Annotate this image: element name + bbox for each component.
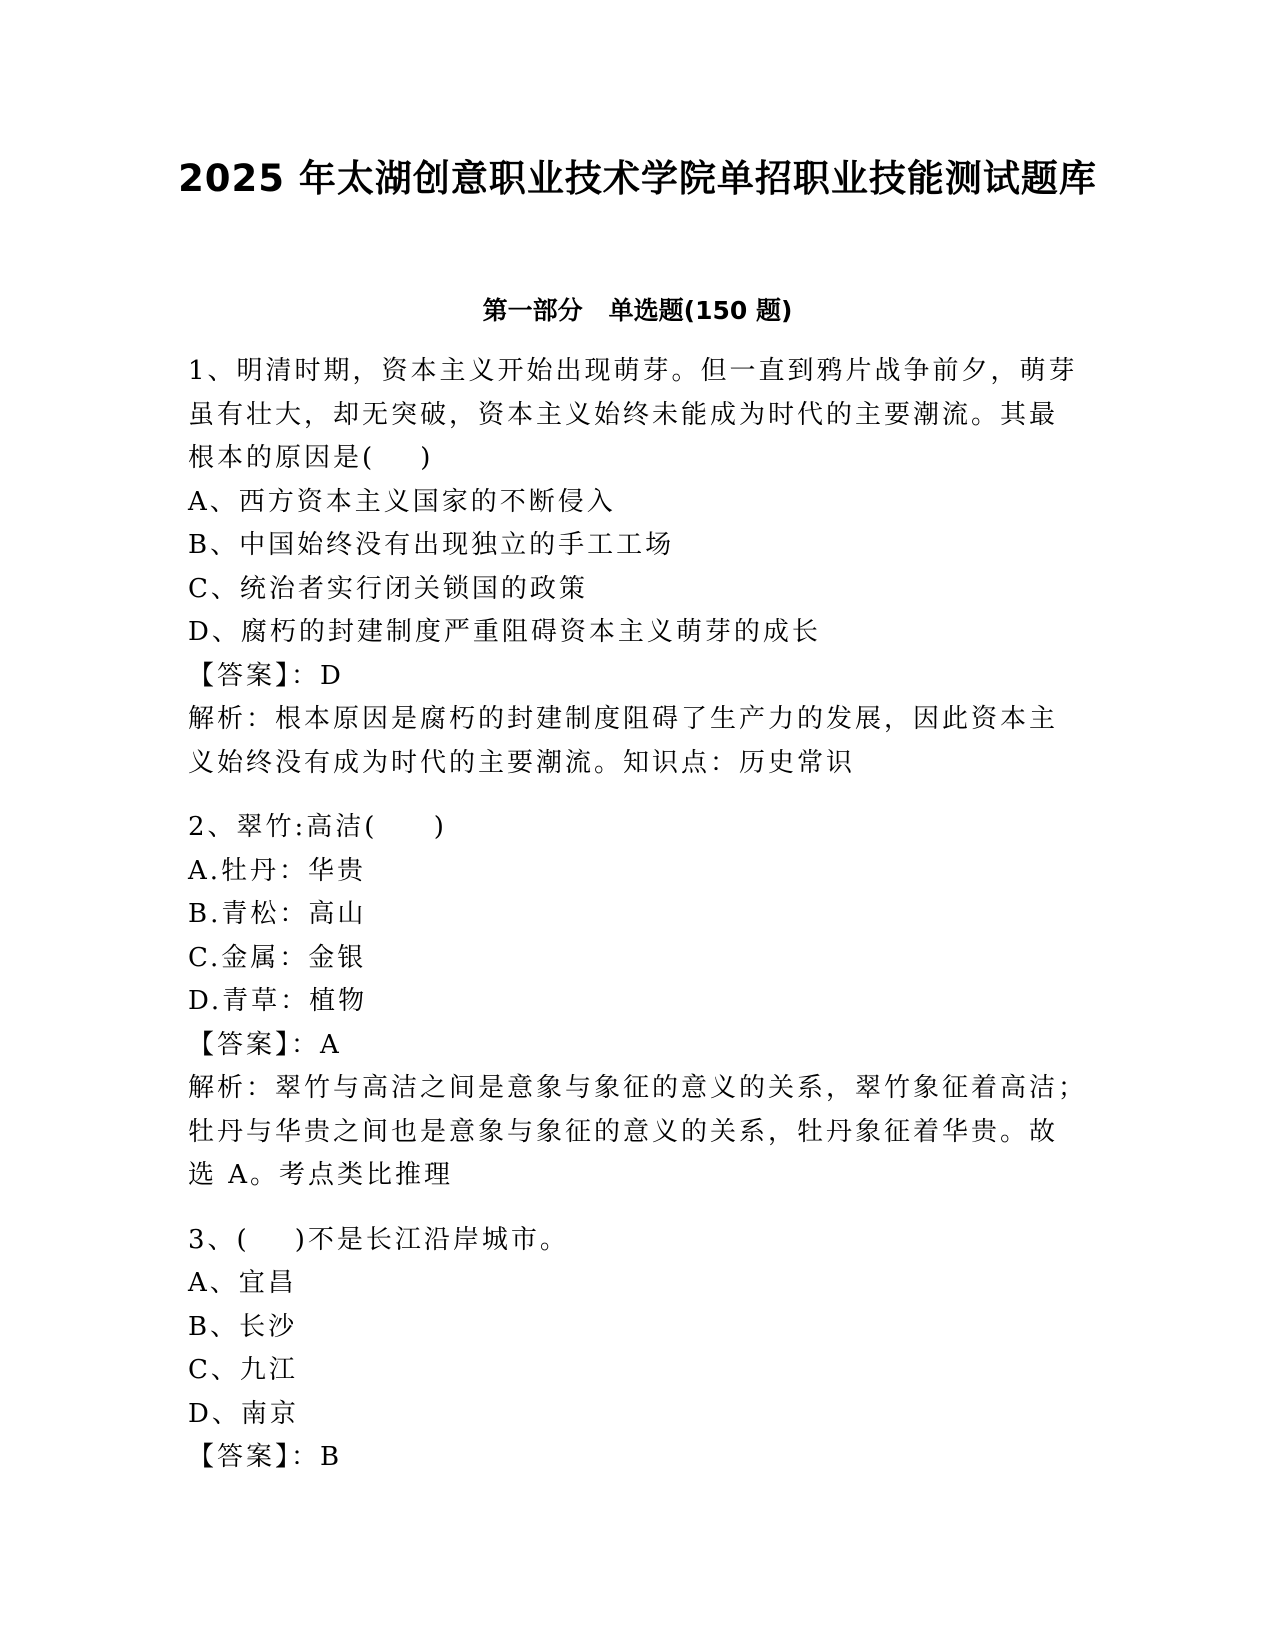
question-option: C、九江 bbox=[188, 1355, 298, 1385]
question-option: B、长沙 bbox=[188, 1311, 298, 1342]
question-option: C、统治者实行闭关锁国的政策 bbox=[188, 573, 588, 604]
document-title: 2025 年太湖创意职业技术学院单招职业技能测试题库 bbox=[178, 157, 1097, 200]
question-option: B、中国始终没有出现独立的手工工场 bbox=[188, 530, 675, 560]
question-spacer bbox=[188, 1198, 1088, 1219]
question-stem-line: 根本的原因是( ) bbox=[188, 443, 434, 473]
question-stem-line: 2、翠竹:高洁( ) bbox=[188, 812, 447, 842]
question-option: B.青松：高山 bbox=[188, 899, 367, 929]
answer-line: 【答案】：B bbox=[188, 1442, 343, 1472]
question-option: D.青草：植物 bbox=[188, 986, 368, 1016]
section-heading: 第一部分 单选题(150 题) bbox=[482, 296, 793, 325]
question-option: A.牡丹：华贵 bbox=[188, 855, 367, 886]
question-block bbox=[188, 806, 1088, 1198]
analysis-line: 选 A。考点类比推理 bbox=[188, 1160, 454, 1190]
analysis-line: 牡丹与华贵之间也是意象与象征的意义的关系，牡丹象征着华贵。故 bbox=[188, 1116, 1059, 1147]
question-stem-line: 1、明清时期，资本主义开始出现萌芽。但一直到鸦片战争前夕，萌芽 bbox=[188, 356, 1078, 386]
question-stem-line: 3、( )不是长江沿岸城市。 bbox=[188, 1224, 569, 1255]
question-block bbox=[188, 350, 1088, 785]
question-option: D、南京 bbox=[188, 1398, 299, 1429]
question-spacer bbox=[188, 785, 1088, 806]
question-option: A、宜昌 bbox=[188, 1268, 297, 1298]
analysis-line: 解析：根本原因是腐朽的封建制度阻碍了生产力的发展，因此资本主 bbox=[188, 704, 1059, 734]
answer-line: 【答案】：A bbox=[188, 1029, 342, 1060]
analysis-line: 解析：翠竹与高洁之间是意象与象征的意义的关系，翠竹象征着高洁； bbox=[188, 1073, 1088, 1103]
question-option: C.金属：金银 bbox=[188, 942, 367, 973]
question-option: A、西方资本主义国家的不断侵入 bbox=[188, 486, 616, 517]
answer-line: 【答案】：D bbox=[188, 660, 344, 691]
question-stem-line: 虽有壮大，却无突破，资本主义始终未能成为时代的主要潮流。其最 bbox=[188, 399, 1059, 430]
question-list bbox=[188, 350, 1088, 1480]
question-block bbox=[188, 1219, 1088, 1480]
question-option: D、腐朽的封建制度严重阻碍资本主义萌芽的成长 bbox=[188, 617, 821, 647]
analysis-line: 义始终没有成为时代的主要潮流。知识点：历史常识 bbox=[188, 747, 856, 778]
